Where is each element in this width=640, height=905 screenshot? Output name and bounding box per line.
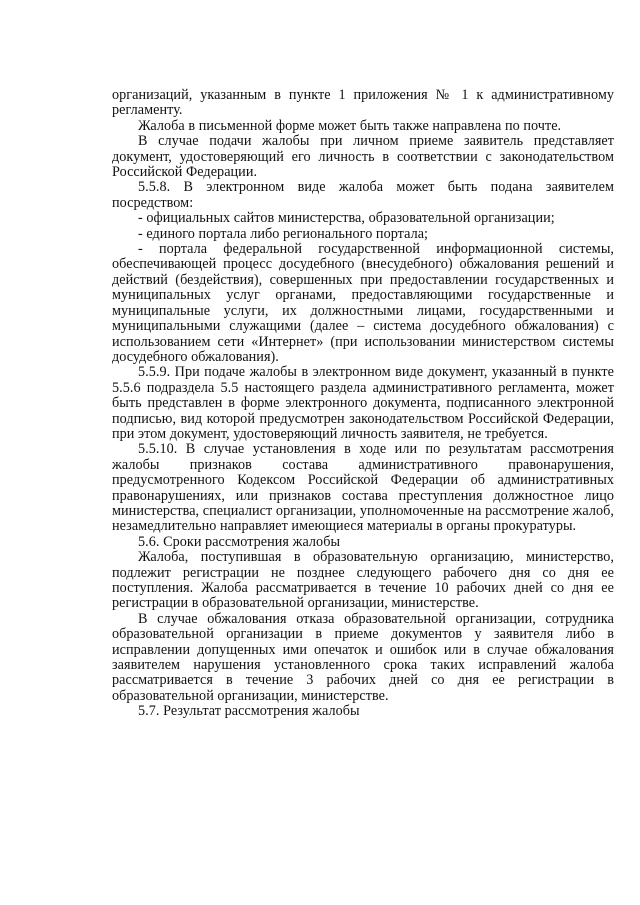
list-item-official-sites: - официальных сайтов министерства, образовательной организации;	[138, 210, 555, 227]
paragraph-continuation: организаций, указанным в пункте 1 приложения № 1 к административному регламенту.	[112, 87, 614, 119]
paragraph-refusal-appeal: В случае обжалования отказа образовательной организации, сотрудника образовательной организации в приеме документов у заявителя либо в исправлении допущенных ими опечаток и ошибок или в случае обжалования заявителем нарушения установленного срока таких исправлений жалоба рассматривается в течение 3 рабочих дней со дня ее регистрации в образовательной организации, министерстве.	[112, 610, 614, 704]
list-item-federal-portal: - портала федеральной государственной информационной системы, обеспечивающей процесс досудебного (внесудебного) обжалования решений и действий (бездействия), совершенных при предоставлении государственных и муниципальных услуг органами, предоставляющими государственные и муниципальные услуги, их должностными лицами, государственными и муниципальными служащими (далее – система досудебного обжалования) с использованием сети «Интернет» (при использовании министерством системы досудебного обжалования).	[112, 241, 614, 365]
section-heading-5-6: 5.6. Сроки рассмотрения жалобы	[138, 533, 341, 550]
paragraph-registration-terms: Жалоба, поступившая в образовательную организацию, министерство, подлежит регистрации не позднее следующего рабочего дня со дня ее поступления. Жалоба рассматривается в течение 10 рабочих дней со дня ее регистрации в образовательной организации, министерстве.	[112, 549, 614, 612]
paragraph-5-5-10: 5.5.10. В случае установления в ходе или по результатам рассмотрения жалобы признаков состава административного правонарушения, предусмотренного Кодексом Российской Федерации об административных правонарушениях, или признаков состава преступления должностное лицо министерства, специалист организации, уполномоченные на рассмотрение жалоб, незамедлительно направляет имеющиеся материалы в органы прокуратуры.	[112, 441, 614, 535]
paragraph-postal-complaint: Жалоба в письменной форме может быть также направлена по почте.	[138, 117, 562, 134]
section-heading-5-7: 5.7. Результат рассмотрения жалобы	[138, 703, 360, 720]
paragraph-5-5-9: 5.5.9. При подаче жалобы в электронном виде документ, указанный в пункте 5.5.6 подраздела 5.5 настоящего раздела административного регламента, может быть представлен в форме электронного документа, подписанного электронной подписью, вид которой предусмотрен законодательством Российской Федерации, при этом документ, удостоверяющий личность заявителя, не требуется.	[112, 364, 614, 442]
paragraph-5-5-8: 5.5.8. В электронном виде жалоба может быть подана заявителем посредством:	[112, 179, 614, 211]
list-item-portal: - единого портала либо регионального портала;	[138, 225, 429, 242]
paragraph-personal-reception: В случае подачи жалобы при личном приеме заявитель представляет документ, удостоверяющий его личность в соответствии с законодательством Российской Федерации.	[112, 133, 614, 181]
